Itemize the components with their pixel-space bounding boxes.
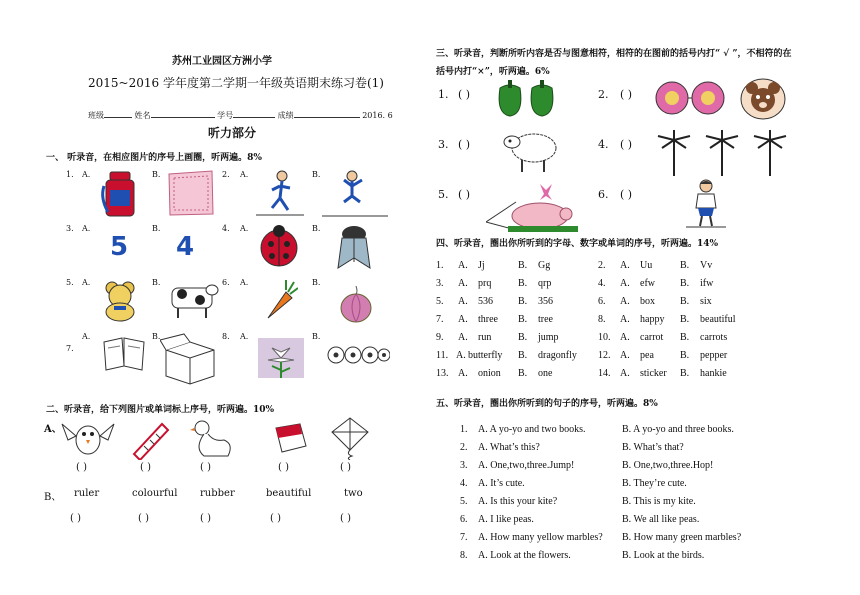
answer-paren[interactable]: ( )	[458, 188, 471, 201]
option-b-value[interactable]: one	[538, 368, 553, 379]
option-a-label[interactable]: A.	[620, 350, 630, 361]
school-name: 苏州工业园区方洲小学	[172, 56, 272, 67]
section4-item	[436, 314, 596, 328]
word-rubber: rubber	[200, 488, 235, 499]
word-colourful: colourful	[132, 488, 178, 499]
option-a-value[interactable]: carrot	[640, 332, 664, 343]
item-number: 6.	[598, 296, 606, 307]
section4-item	[598, 278, 758, 292]
student-info-line	[88, 108, 393, 121]
section4-item	[436, 260, 596, 274]
section5-item	[460, 478, 780, 492]
option-b-value[interactable]: jump	[538, 332, 559, 343]
option-b-label[interactable]: B.	[680, 296, 690, 307]
option-a-value[interactable]: run	[478, 332, 492, 343]
section5-item	[460, 460, 780, 474]
thermos-bottle-picture	[98, 168, 144, 220]
number-label: 学号	[217, 111, 234, 120]
item-number: 5.	[66, 278, 74, 287]
item-number: 2.	[460, 442, 468, 453]
option-a-label[interactable]: A.	[458, 260, 468, 271]
sentence-option-b[interactable]: B. They’re cute.	[622, 478, 687, 489]
item-number: 7.	[66, 344, 74, 353]
answer-paren[interactable]: ( )	[458, 138, 471, 151]
item-number: 1.	[66, 170, 74, 179]
item-number: 7.	[436, 314, 444, 325]
section5-item	[460, 550, 780, 564]
answer-paren[interactable]: ( )	[278, 462, 289, 473]
item-number: 12.	[598, 350, 611, 361]
option-b-label[interactable]: B.	[680, 314, 690, 325]
option-a-label[interactable]: A.	[620, 368, 630, 379]
item-number: 8.	[598, 314, 606, 325]
option-a[interactable]: A.	[82, 278, 91, 287]
answer-paren[interactable]: ( )	[200, 513, 211, 524]
section5-item	[460, 424, 780, 438]
answer-paren[interactable]: ( )	[620, 188, 633, 201]
option-a-label[interactable]: A.	[458, 278, 468, 289]
lily-flower-picture	[258, 338, 304, 378]
books-picture	[100, 332, 148, 372]
option-a-value[interactable]: 536	[478, 296, 493, 307]
section4-item	[436, 368, 596, 382]
sheep-picture	[502, 124, 562, 174]
option-a-value[interactable]: box	[640, 296, 655, 307]
item-number: 4.	[460, 478, 468, 489]
option-a-value[interactable]: prq	[478, 278, 492, 289]
option-b[interactable]: B.	[312, 332, 321, 341]
option-b-value[interactable]: tree	[538, 314, 553, 325]
option-a[interactable]: A.	[240, 332, 249, 341]
boy-running-picture	[252, 168, 308, 218]
option-b-value[interactable]: qrp	[538, 278, 552, 289]
section4-item	[598, 296, 758, 310]
part-b-label: B、	[44, 492, 62, 503]
green-peppers-picture	[494, 78, 560, 118]
sentence-option-b[interactable]: B. Look at the birds.	[622, 550, 705, 561]
boy-jumping-picture	[322, 168, 388, 218]
sentence-option-b[interactable]: B. What’s that?	[622, 442, 684, 453]
item-number: 3.	[438, 138, 449, 151]
section5-heading: 五、听录音，圈出你所听到的句子的序号，听两遍。8%	[436, 399, 658, 409]
option-b-label[interactable]: B.	[518, 296, 528, 307]
option-b[interactable]: B.	[152, 278, 161, 287]
item-number: 1.	[436, 260, 444, 271]
word-two: two	[344, 488, 363, 499]
section5-item	[460, 442, 780, 456]
item-number: 3.	[66, 224, 74, 233]
item-number: 1.	[438, 88, 449, 101]
answer-paren[interactable]: ( )	[76, 462, 87, 473]
option-a-label[interactable]: A.	[456, 350, 466, 361]
listening-header: 听力部分	[208, 126, 257, 140]
item-number: 5.	[460, 496, 468, 507]
date-label: 2016. 6	[362, 111, 393, 120]
option-b-value[interactable]: beautiful	[700, 314, 736, 325]
item-number: 14.	[598, 368, 611, 379]
item-number: 3.	[460, 460, 468, 471]
carrot-picture	[262, 278, 298, 322]
option-a-label[interactable]: A.	[458, 332, 468, 343]
option-b-label[interactable]: B.	[518, 314, 528, 325]
option-a-value[interactable]: Jj	[478, 260, 485, 271]
sentence-option-a[interactable]: A. I like peas.	[478, 514, 534, 525]
sentence-option-a[interactable]: A. Is this your kite?	[478, 496, 558, 507]
option-b-label[interactable]: B.	[518, 332, 528, 343]
option-a-label[interactable]: A.	[620, 278, 630, 289]
option-a-label[interactable]: A.	[620, 296, 630, 307]
option-b-label[interactable]: B.	[680, 368, 690, 379]
sentence-option-b[interactable]: B. A yo-yo and three books.	[622, 424, 734, 435]
option-a[interactable]: A.	[240, 278, 249, 287]
answer-paren[interactable]: ( )	[70, 513, 81, 524]
number-blank[interactable]	[233, 108, 275, 118]
answer-paren[interactable]: ( )	[620, 138, 633, 151]
item-number: 8.	[460, 550, 468, 561]
answer-paren[interactable]: ( )	[340, 462, 351, 473]
item-number: 11.	[436, 350, 449, 361]
option-b-value[interactable]: pepper	[700, 350, 728, 361]
item-number: 9.	[436, 332, 444, 343]
class-blank[interactable]	[104, 108, 132, 118]
option-b-value[interactable]: hankie	[700, 368, 727, 379]
section4-item	[598, 350, 758, 364]
item-number: 4.	[598, 278, 606, 289]
score-blank[interactable]	[294, 108, 360, 118]
option-b-label[interactable]: B.	[518, 278, 528, 289]
digit-four: 4	[176, 232, 195, 262]
section4-item	[598, 314, 758, 328]
option-a[interactable]: A.	[82, 224, 91, 233]
option-b-value[interactable]: Vv	[700, 260, 713, 271]
cicada-picture	[334, 222, 374, 274]
item-number: 5.	[436, 296, 444, 307]
item-number: 4.	[222, 224, 230, 233]
name-label: 姓名	[134, 111, 151, 120]
item-number: 3.	[436, 278, 444, 289]
option-b-value[interactable]: carrots	[700, 332, 728, 343]
option-a-value[interactable]: happy	[640, 314, 665, 325]
item-number: 13.	[436, 368, 449, 379]
section4-item	[598, 260, 758, 274]
section4-heading: 四、听录音，圈出你所听到的字母、数字或单词的序号，听两遍。14%	[436, 239, 719, 249]
palm-trees-picture	[652, 126, 792, 178]
item-number: 6.	[222, 278, 230, 287]
digit-five: 5	[110, 232, 129, 262]
option-b[interactable]: B.	[152, 170, 161, 179]
option-a-value[interactable]: efw	[640, 278, 655, 289]
item-number: 7.	[460, 532, 468, 543]
option-b-label[interactable]: B.	[518, 368, 528, 379]
option-a[interactable]: A.	[240, 170, 249, 179]
duck-picture	[190, 418, 234, 460]
name-blank[interactable]	[151, 108, 215, 118]
hankie-picture	[166, 168, 216, 218]
sentence-option-a[interactable]: A. One,two,three.Jump!	[478, 460, 575, 471]
onion-picture	[336, 282, 376, 324]
option-b[interactable]: B.	[152, 332, 161, 341]
option-a[interactable]: A.	[240, 224, 249, 233]
sentence-option-b[interactable]: B. One,two,three.Hop!	[622, 460, 714, 471]
box-picture	[160, 332, 218, 388]
option-b-value[interactable]: Gg	[538, 260, 551, 271]
option-b-label[interactable]: B.	[518, 350, 528, 361]
part-a-label: A、	[44, 424, 62, 435]
sentence-option-a[interactable]: A. Look at the flowers.	[478, 550, 571, 561]
word-ruler: ruler	[74, 488, 100, 499]
cow-picture	[166, 278, 220, 320]
answer-paren[interactable]: ( )	[138, 513, 149, 524]
item-number: 2.	[598, 260, 606, 271]
sentence-option-a[interactable]: A. A yo-yo and two books.	[478, 424, 586, 435]
option-a-value[interactable]: sticker	[640, 368, 667, 379]
section5-item	[460, 496, 780, 510]
item-number: 2.	[222, 170, 230, 179]
item-number: 2.	[598, 88, 609, 101]
option-a-label[interactable]: A.	[458, 368, 468, 379]
section4-item	[436, 350, 596, 364]
yoyos-picture	[652, 76, 732, 120]
option-b[interactable]: B.	[312, 170, 321, 179]
item-number: 6.	[598, 188, 609, 201]
teddy-bear-picture	[98, 278, 144, 322]
section4-item	[598, 368, 758, 382]
option-a-label[interactable]: A.	[620, 332, 630, 343]
option-b-value[interactable]: ifw	[700, 278, 714, 289]
option-b-label[interactable]: B.	[680, 350, 690, 361]
sentence-option-a[interactable]: A. How many yellow marbles?	[478, 532, 603, 543]
option-a-label[interactable]: A.	[620, 260, 630, 271]
option-a-label[interactable]: A.	[458, 296, 468, 307]
option-b[interactable]: B.	[152, 224, 161, 233]
item-number: 10.	[598, 332, 611, 343]
kite-picture	[326, 416, 372, 460]
option-a-value[interactable]: Uu	[640, 260, 653, 271]
section3-heading-line1: 三、听录音，判断所听内容是否与图意相符，相符的在图前的括号内打“ √ ”，不相符的在	[436, 49, 792, 59]
option-b[interactable]: B.	[312, 278, 321, 287]
flowers-picture	[326, 340, 390, 370]
option-b[interactable]: B.	[312, 224, 321, 233]
option-b-value[interactable]: six	[700, 296, 712, 307]
item-number: 8.	[222, 332, 230, 341]
answer-paren[interactable]: ( )	[620, 88, 633, 101]
option-b-label[interactable]: B.	[680, 278, 690, 289]
option-a-value[interactable]: three	[478, 314, 498, 325]
option-b-label[interactable]: B.	[518, 260, 528, 271]
girl-walking-picture	[686, 178, 726, 228]
option-b-value[interactable]: dragonfly	[538, 350, 577, 361]
section4-item	[436, 296, 596, 310]
section4-item	[436, 278, 596, 292]
section1-heading: 一、 听录音，在相应图片的序号上画圈，听两遍。8%	[46, 153, 262, 163]
answer-paren[interactable]: ( )	[200, 462, 211, 473]
option-a-label[interactable]: A.	[458, 314, 468, 325]
section5-item	[460, 514, 780, 528]
option-a-value[interactable]: butterfly	[468, 350, 503, 361]
word-beautiful: beautiful	[266, 488, 312, 499]
option-a-value[interactable]: onion	[478, 368, 501, 379]
option-a[interactable]: A.	[82, 170, 91, 179]
item-number: 4.	[598, 138, 609, 151]
sentence-option-a[interactable]: A. It’s cute.	[478, 478, 525, 489]
pig-and-butterfly-picture	[486, 180, 582, 232]
section2-heading: 二、听录音，给下列图片或单词标上序号，听两遍。10%	[46, 405, 275, 415]
item-number: 1.	[460, 424, 468, 435]
score-label: 成绩	[277, 111, 294, 120]
teddy-bear-face-picture	[740, 78, 786, 120]
sentence-option-b[interactable]: B. How many green marbles?	[622, 532, 742, 543]
section4-item	[436, 332, 596, 346]
option-b-label[interactable]: B.	[680, 260, 690, 271]
item-number: 5.	[438, 188, 449, 201]
section5-item	[460, 532, 780, 546]
option-a[interactable]: A.	[82, 332, 91, 341]
answer-paren[interactable]: ( )	[140, 462, 151, 473]
answer-paren[interactable]: ( )	[458, 88, 471, 101]
sentence-option-b[interactable]: B. We all like peas.	[622, 514, 700, 525]
bird-picture	[60, 418, 116, 458]
ruler-picture	[130, 420, 170, 460]
paper-title: 2015~2016 学年度第二学期一年级英语期末练习卷(1)	[88, 76, 384, 90]
option-a-label[interactable]: A.	[620, 314, 630, 325]
item-number: 6.	[460, 514, 468, 525]
rubber-picture	[270, 420, 310, 456]
class-label: 班级	[88, 111, 104, 120]
ladybird-picture	[258, 224, 300, 268]
answer-paren[interactable]: ( )	[340, 513, 351, 524]
sentence-option-a[interactable]: A. What’s this?	[478, 442, 540, 453]
answer-paren[interactable]: ( )	[270, 513, 281, 524]
option-a-value[interactable]: pea	[640, 350, 654, 361]
section4-item	[598, 332, 758, 346]
option-b-label[interactable]: B.	[680, 332, 690, 343]
option-b-value[interactable]: 356	[538, 296, 553, 307]
sentence-option-b[interactable]: B. This is my kite.	[622, 496, 696, 507]
section3-heading-line2: 括号内打“×”，听两遍。6%	[436, 67, 550, 77]
